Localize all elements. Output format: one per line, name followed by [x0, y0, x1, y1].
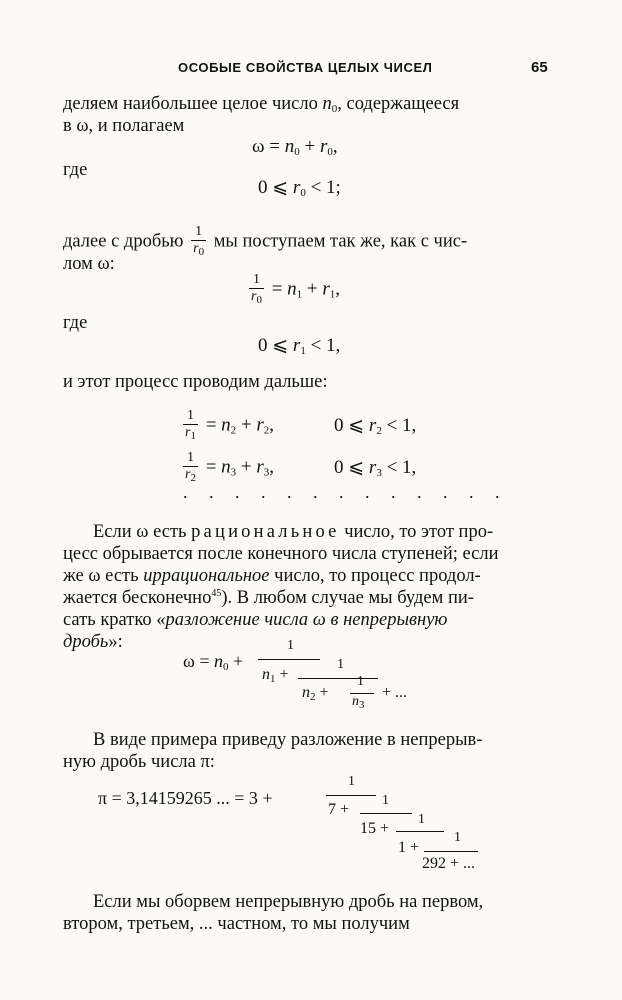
formula-1-r1: $\frac{1}{r_1}$ = $n_2 + r_2$,	[185, 408, 275, 442]
text-line: втором, третьем, ... частном, то мы получим	[63, 914, 410, 934]
text-line: сать кратко «разложение числа ω в непрерывную	[63, 610, 448, 630]
text-line: Если ω есть рациональное число, то этот про-	[93, 522, 494, 542]
text-line: далее с дробью $\frac{1}{r_0}$ мы поступаем так же, как с чис-	[63, 224, 468, 258]
book-page: ОСОБЫЕ СВОЙСТВА ЦЕЛЫХ ЧИСЕЛ 65 деляем наибольшее целое число $n_0$, содержащееся в ω, и полагаем $\omega = n_0 + r_0$, где 0 ⩽ $r_0 < 1$; далее с дробью $\frac{1}{r_0}$ мы поступаем так же, как с чис- лом ω: $\frac{1}{r_0}$ = $n_1 + r_1$, где 0 ⩽ $r_1 < 1$, и этот процесс проводим дальше: $\frac{1}{r_1}$ = $n_2 + r_2$, 0 ⩽ $r_2 < 1$, $\frac{1}{r_2}$ = $n_3 + r_3$, 0 ⩽ $r_3 < 1$, . . . . . . . . . . . . . Если ω есть рациональное число, то этот про- цесс обрывается после конечного числа ступеней; если же ω есть иррациональное число, то процесс продол- жается бесконечно$^{45}$). В любом случае мы будем пи- сать кратко «разложение числа ω в непрерывную дробь»: $\omega = n_0$ + 1 $n_1$ + 1 $n_2$ + 1 $n_3$ + ... В виде примера приведу разложение в непрерыв- ную дробь числа π: π = 3,14159265 ... = 3 + 1 7 + 1 15 + 1 1 + 1 292 + ... Если мы оборвем непрерывную дробь на первом, втором, третьем, ... частном, то мы получим	[0, 0, 622, 1000]
text-line: в ω, и полагаем	[63, 116, 185, 136]
text-line: и этот процесс проводим дальше:	[63, 372, 328, 392]
text-line: дробь»:	[63, 632, 123, 652]
ellipsis-dots: . . . . . . . . . . . . .	[183, 482, 508, 502]
text-line: Если мы оборвем непрерывную дробь на первом,	[93, 892, 484, 912]
text-where: где	[63, 160, 88, 180]
running-title: ОСОБЫЕ СВОЙСТВА ЦЕЛЫХ ЧИСЕЛ	[178, 60, 433, 75]
formula-r0-bounds: 0 ⩽ $r_0 < 1$;	[258, 177, 341, 199]
text-line: жается бесконечно$^{45}$). В любом случае мы будем пи-	[63, 588, 474, 609]
text-line: же ω есть иррациональное число, то процесс продол-	[63, 566, 481, 586]
text-line: деляем наибольшее целое число $n_0$, содержащееся	[63, 94, 460, 115]
text-line: В виде примера приведу разложение в непрерыв-	[93, 730, 483, 750]
text-line: цесс обрывается после конечного числа ступеней; если	[63, 544, 499, 564]
fraction-1-r0: $\frac{1}{r_0}$	[193, 224, 205, 258]
text-line: ную дробь числа π:	[63, 752, 215, 772]
formula-omega-eq: $\omega = n_0 + r_0$,	[252, 136, 338, 158]
text-line: лом ω:	[63, 254, 115, 274]
formula-r1-bounds: 0 ⩽ $r_1 < 1$,	[258, 335, 341, 357]
formula-1-r2: $\frac{1}{r_2}$ = $n_3 + r_3$,	[185, 450, 275, 484]
page-header	[0, 60, 622, 84]
page-number: 65	[531, 59, 548, 76]
formula-r3-bounds: 0 ⩽ $r_3 < 1$,	[334, 457, 417, 479]
formula-r2-bounds: 0 ⩽ $r_2 < 1$,	[334, 415, 417, 437]
formula-1-r0: $\frac{1}{r_0}$ = $n_1 + r_1$,	[251, 272, 341, 306]
text-where: где	[63, 313, 88, 333]
